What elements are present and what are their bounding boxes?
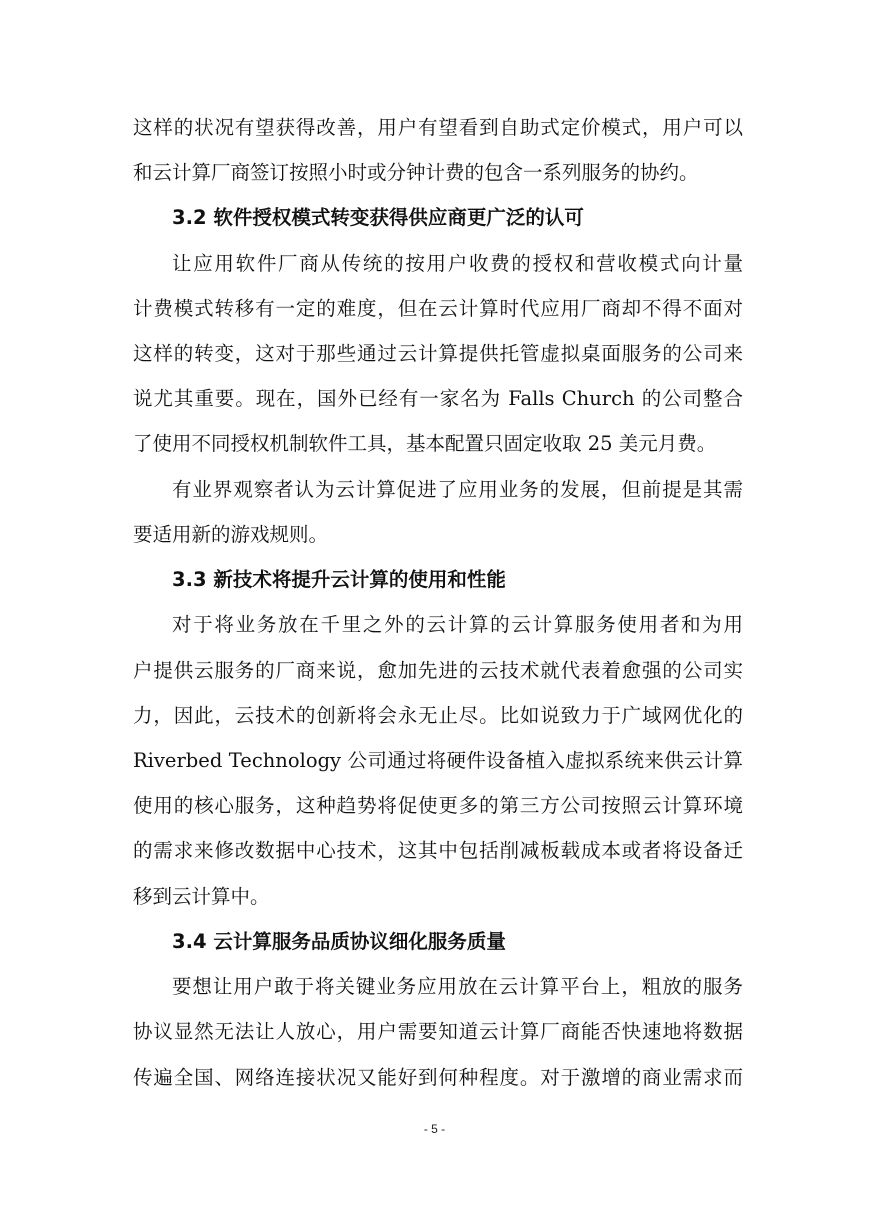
- paragraph-line: 计费模式转移有一定的难度，但在云计算时代应用厂商却不得不面对: [133, 297, 743, 320]
- paragraph-line: 让应用软件厂商从传统的按用户收费的授权和营收模式向计量: [172, 252, 743, 275]
- paragraph-line: 这样的状况有望获得改善，用户有望看到自助式定价模式，用户可以: [133, 116, 743, 139]
- paragraph-line: 要想让用户敢于将关键业务应用放在云计算平台上，粗放的服务: [172, 975, 743, 998]
- section-heading-3-2: 3.2 软件授权模式转变获得供应商更广泛的认可: [172, 206, 584, 229]
- paragraph-line: Riverbed Technology 公司通过将硬件设备植入虚拟系统来供云计算: [133, 749, 743, 772]
- paragraph-line: 有业界观察者认为云计算促进了应用业务的发展，但前提是其需: [172, 478, 743, 501]
- paragraph-line: 力，因此，云技术的创新将会永无止尽。比如说致力于广域网优化的: [133, 704, 743, 727]
- paragraph-line: 了使用不同授权机制软件工具，基本配置只固定收取 25 美元月费。: [133, 432, 717, 455]
- paragraph-line: 协议显然无法让人放心，用户需要知道云计算厂商能否快速地将数据: [133, 1020, 743, 1043]
- paragraph-line: 这样的转变，这对于那些通过云计算提供托管虚拟桌面服务的公司来: [133, 342, 743, 365]
- paragraph-line: 使用的核心服务，这种趋势将促使更多的第三方公司按照云计算环境: [133, 794, 743, 817]
- paragraph-line: 户提供云服务的厂商来说，愈加先进的云技术就代表着愈强的公司实: [133, 659, 743, 682]
- section-heading-3-3: 3.3 新技术将提升云计算的使用和性能: [172, 568, 506, 591]
- section-heading-3-4: 3.4 云计算服务品质协议细化服务质量: [172, 930, 506, 953]
- paragraph-line: 的需求来修改数据中心技术，这其中包括削减板载成本或者将设备迁: [133, 839, 743, 862]
- paragraph-line: 传遍全国、网络连接状况又能好到何种程度。对于激增的商业需求而: [133, 1066, 743, 1089]
- paragraph-line: 说尤其重要。现在，国外已经有一家名为 Falls Church 的公司整合: [133, 387, 743, 410]
- paragraph-line: 对于将业务放在千里之外的云计算的云计算服务使用者和为用: [172, 613, 743, 636]
- paragraph-line: 要适用新的游戏规则。: [133, 523, 329, 546]
- page-number: - 5 -: [423, 1122, 446, 1136]
- paragraph-line: 和云计算厂商签订按照小时或分钟计费的包含一系列服务的协约。: [133, 161, 699, 184]
- paragraph-line: 移到云计算中。: [133, 885, 270, 908]
